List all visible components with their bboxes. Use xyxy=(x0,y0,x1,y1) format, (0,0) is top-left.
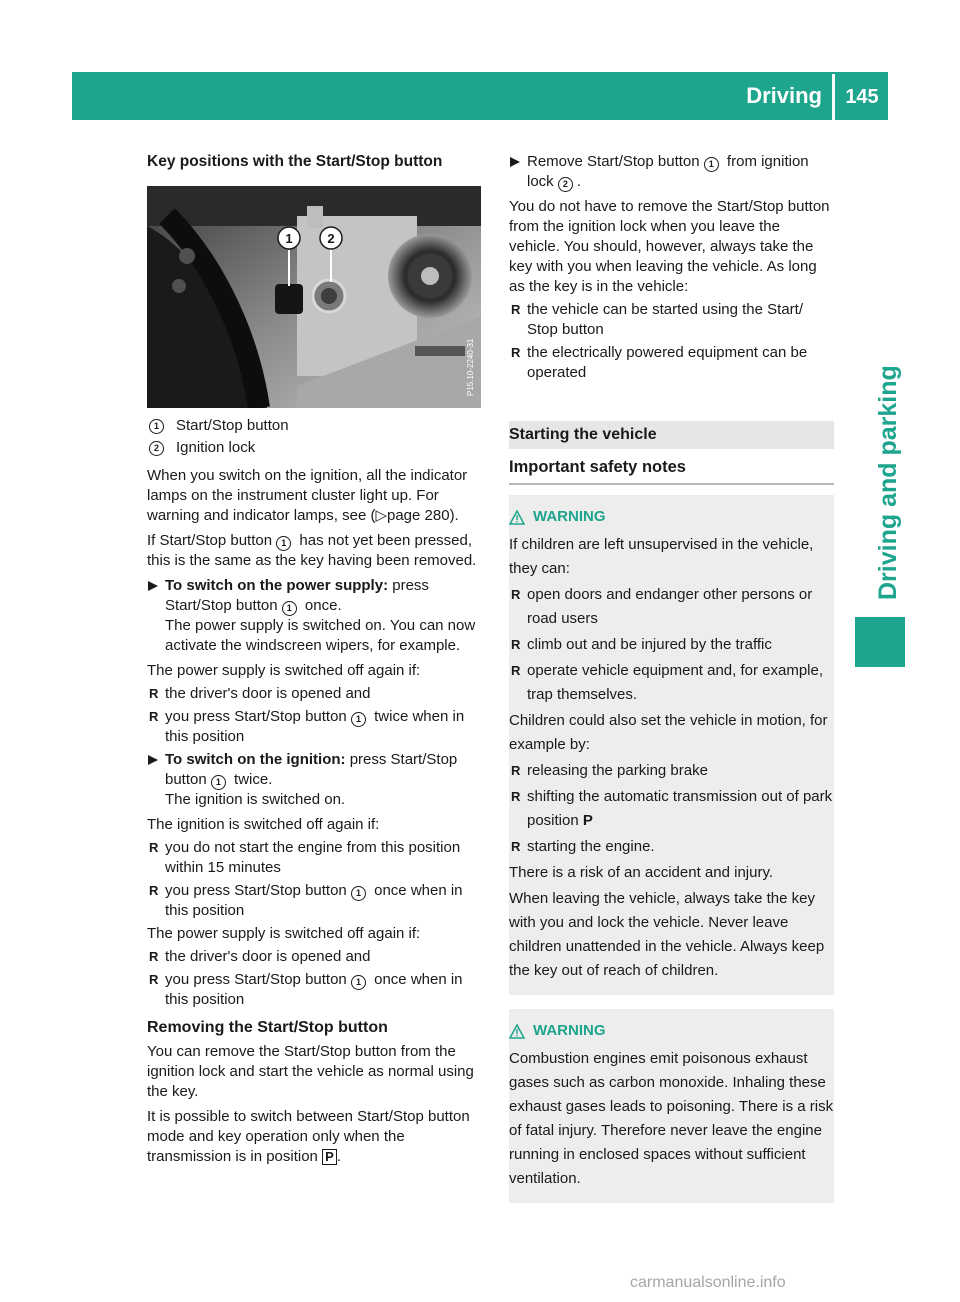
section-heading-bar xyxy=(509,421,834,449)
callout-icon: 2 xyxy=(558,177,573,192)
paragraph: When you switch on the ignition, all the indicator lamps on the instrument cluster light up. For warning and indicator lamps, see (▷page 280). xyxy=(147,467,468,524)
ignition-photo xyxy=(147,186,481,408)
bullet: R you press Start/Stop button 1 twice when in this position xyxy=(147,707,481,747)
gear-p-symbol: P xyxy=(322,1149,337,1165)
side-tab-label: Driving and parking xyxy=(874,365,902,600)
divider xyxy=(509,483,834,485)
callout-1: 1 xyxy=(285,231,293,246)
side-tab xyxy=(834,300,914,600)
warning-header: WARNING xyxy=(509,505,834,529)
paragraph: You do not have to remove the Start/Stop button from the ignition lock when you leave the vehicle. You should, however, always take the key with you when leaving the vehicle. As long as the key is in the vehicle: xyxy=(509,198,830,295)
callout-icon: 1 xyxy=(211,775,226,790)
paragraph: It is possible to switch between Start/Stop button mode and key operation only when the transmission is in position P . xyxy=(147,1108,470,1165)
callout-icon: 1 xyxy=(276,536,291,551)
bullet: R operate vehicle equipment and, for example, trap themselves. xyxy=(509,659,834,707)
step: Remove Start/Stop button 1 from ignition lock 2 . xyxy=(509,152,834,192)
paragraph: Combustion engines emit poisonous exhaust gases such as carbon monoxide. Inhaling these exhaust gases leads to poisoning. There is a risk of fatal injury. Therefore never leave the engine running in enclosed spaces without sufficient ventilation. xyxy=(509,1050,834,1187)
bullet: R the driver's door is opened and xyxy=(147,947,481,967)
step-result: The ignition is switched on. xyxy=(165,791,346,808)
paragraph: There is a risk of an accident and injury. xyxy=(509,864,774,881)
left-column xyxy=(147,152,481,1172)
figure-code: P15.10-2240-31 xyxy=(466,338,475,396)
subsection-title: Removing the Start/Stop button xyxy=(147,1019,388,1036)
paragraph: The power supply is switched off again if: xyxy=(147,662,421,679)
warning-header: WARNING xyxy=(509,1019,834,1043)
callout-icon: 1 xyxy=(149,419,164,434)
right-column xyxy=(509,152,834,1203)
paragraph: If Start/Stop button 1 has not yet been pressed, this is the same as the key having been removed. xyxy=(147,532,477,569)
legend-text: Ignition lock xyxy=(176,439,256,456)
page-ref-arrow-icon: ▷ xyxy=(375,507,387,524)
step-result: The power supply is switched on. You can now activate the windscreen wipers, for example. xyxy=(165,617,476,654)
bullet: R releasing the parking brake xyxy=(509,759,834,783)
step: To switch on the ignition: press Start/Stop button 1 twice. The ignition is switched on. xyxy=(147,750,481,810)
callout-icon: 1 xyxy=(351,886,366,901)
callout-icon: 2 xyxy=(149,441,164,456)
section-title: Key positions with the Start/Stop button xyxy=(147,153,443,170)
subsection-title: Important safety notes xyxy=(509,458,686,476)
paragraph: If children are left unsupervised in the vehicle, they can: xyxy=(509,536,814,577)
bullet: R shifting the automatic transmission out of park position P xyxy=(509,785,834,833)
bullet: R you press Start/Stop button 1 once when in this position xyxy=(147,881,481,921)
bullet: R the electrically powered equipment can be operated xyxy=(509,343,834,383)
header-divider xyxy=(832,74,835,120)
paragraph: The power supply is switched off again if: xyxy=(147,925,421,942)
legend-text: Start/Stop button xyxy=(176,417,289,434)
chapter-title: Driving xyxy=(746,83,822,108)
paragraph: When leaving the vehicle, always take the key with you and lock the vehicle. Never leave children unattended in the vehicle. Always keep the key out of reach of children. xyxy=(509,890,825,979)
watermark: carmanualsonline.info xyxy=(630,1274,786,1291)
callout-icon: 1 xyxy=(351,712,366,727)
bullet: R starting the engine. xyxy=(509,835,834,859)
side-tab-marker xyxy=(855,617,905,667)
legend-item xyxy=(147,416,481,436)
park-letter: P xyxy=(582,812,593,829)
paragraph: You can remove the Start/Stop button from the ignition lock and start the vehicle as normal using the key. xyxy=(147,1043,474,1100)
warning-box xyxy=(509,495,834,995)
bullet: R climb out and be injured by the traffic xyxy=(509,633,834,657)
bullet: R the driver's door is opened and xyxy=(147,684,481,704)
bullet: R the vehicle can be started using the Start/ Stop button xyxy=(509,300,834,340)
warning-triangle-icon xyxy=(509,510,525,525)
paragraph: The ignition is switched off again if: xyxy=(147,816,380,833)
page-number: 145 xyxy=(845,86,879,108)
bullet: R open doors and endanger other persons or road users xyxy=(509,583,834,631)
bullet: R you do not start the engine from this position within 15 minutes xyxy=(147,838,481,878)
callout-icon: 1 xyxy=(282,601,297,616)
callout-2: 2 xyxy=(327,231,335,246)
warning-box xyxy=(509,1009,834,1203)
warning-triangle-icon xyxy=(509,1024,525,1039)
step: To switch on the power supply: press Start/Stop button 1 once. The power supply is switched on. You can now activate the windscreen wipers, for example. xyxy=(147,576,481,656)
paragraph: Children could also set the vehicle in motion, for example by: xyxy=(509,712,828,753)
callout-icon: 1 xyxy=(704,157,719,172)
page-ref-link[interactable]: page 280). xyxy=(387,507,459,524)
bullet: R you press Start/Stop button 1 once when in this position xyxy=(147,970,481,1010)
legend-item xyxy=(147,438,481,458)
section-heading: Starting the vehicle xyxy=(509,426,657,443)
callout-icon: 1 xyxy=(351,975,366,990)
